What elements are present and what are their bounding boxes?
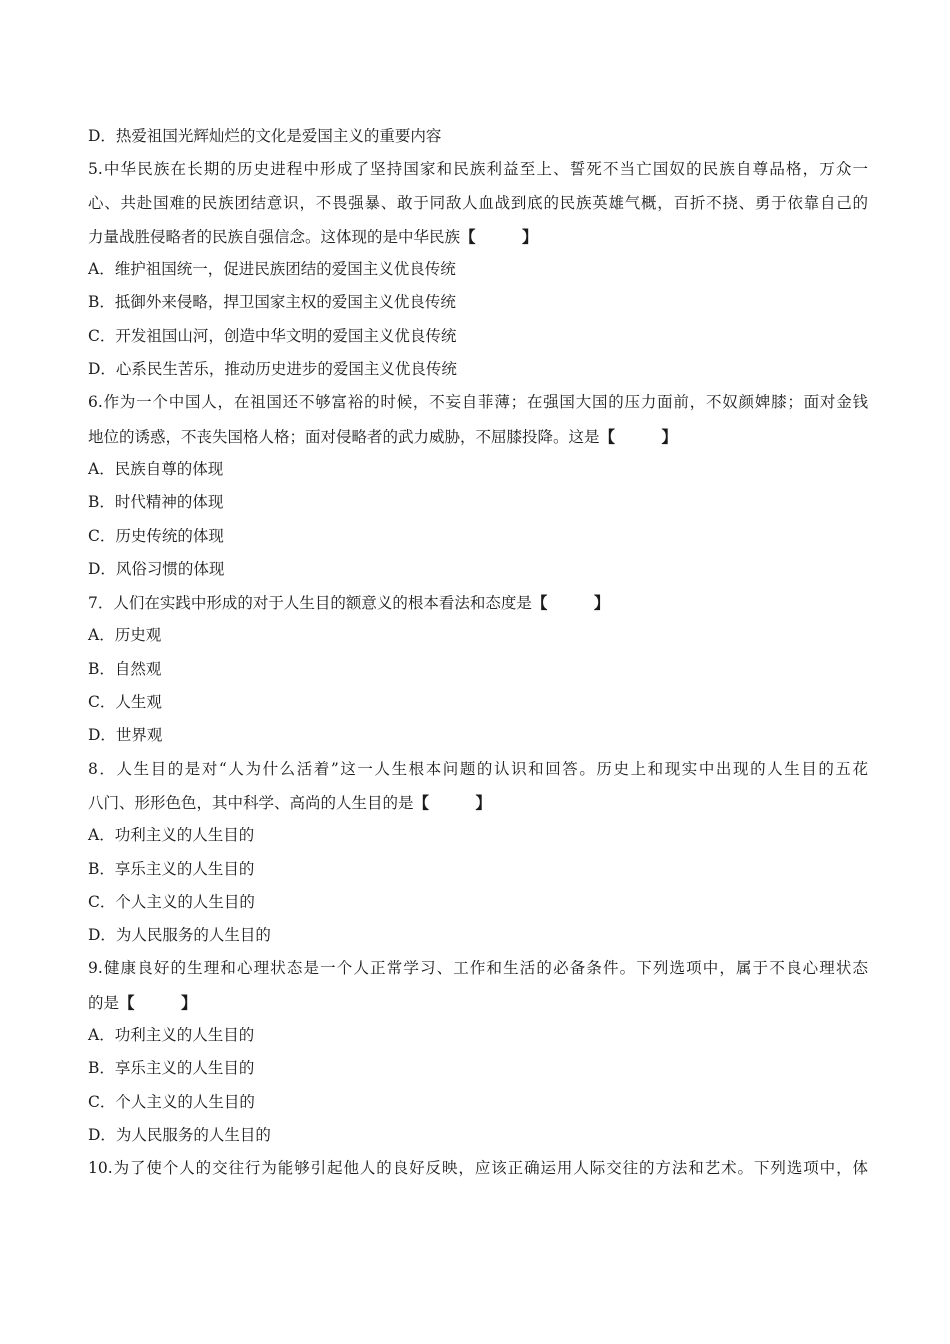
- option-line: A．民族自尊的体现: [88, 459, 224, 478]
- question-8-stem-line: 8．人生目的是对“人为什么活着”这一人生根本问题的认识和回答。历史上和现实中出现的人生目的五花: [88, 759, 868, 778]
- option-line: C．开发祖国山河，创造中华文明的爱国主义优良传统: [88, 326, 457, 345]
- answer-bracket: 【 】: [413, 792, 492, 812]
- option-line: B．享乐主义的人生目的: [88, 859, 255, 878]
- document-page: [88, 120, 868, 1186]
- option-line: A．功利主义的人生目的: [88, 826, 255, 845]
- option-line: A．功利主义的人生目的: [88, 1026, 255, 1045]
- option-line: D．为人民服务的人生目的: [88, 926, 271, 945]
- question-6-stem-line: 地位的诱惑，不丧失国格人格；面对侵略者的武力威胁，不屈膝投降。这是【 】: [88, 426, 678, 446]
- question-9-stem-line: 的是【 】: [88, 992, 197, 1012]
- option-line: C．历史传统的体现: [88, 526, 224, 545]
- answer-bracket: 【 】: [119, 992, 197, 1012]
- question-6-stem-line: 6.作为一个中国人，在祖国还不够富裕的时候，不妄自菲薄；在强国大国的压力面前，不奴颜婢膝；面对金钱: [88, 393, 868, 412]
- answer-bracket: 【 】: [531, 593, 610, 613]
- answer-bracket: 【 】: [460, 226, 538, 246]
- answer-bracket: 【 】: [599, 426, 678, 446]
- question-5-stem-line: 心、共赴国难的民族团结意识，不畏强暴、敢于同敌人血战到底的民族英雄气概，百折不挠、勇于依靠自己的: [88, 193, 868, 212]
- option-line: A．历史观: [88, 626, 162, 645]
- option-line: B．抵御外来侵略，捍卫国家主权的爱国主义优良传统: [88, 293, 456, 312]
- option-line: D．风俗习惯的体现: [88, 559, 225, 578]
- option-line: D．心系民生苦乐，推动历史进步的爱国主义优良传统: [88, 360, 457, 379]
- option-line: C．人生观: [88, 693, 162, 712]
- option-line: D．世界观: [88, 726, 163, 745]
- question-10-stem-line: 10.为了使个人的交往行为能够引起他人的良好反映，应该正确运用人际交往的方法和艺术。下列选项中，体: [88, 1159, 868, 1178]
- question-5-stem-line: 5.中华民族在长期的历史进程中形成了坚持国家和民族利益至上、誓死不当亡国奴的民族自尊品格，万众一: [88, 160, 868, 179]
- option-line: A．维护祖国统一，促进民族团结的爱国主义优良传统: [88, 260, 456, 279]
- question-9-stem-line: 9.健康良好的生理和心理状态是一个人正常学习、工作和生活的必备条件。下列选项中，属于不良心理状态: [88, 959, 868, 978]
- option-line: B．享乐主义的人生目的: [88, 1059, 255, 1078]
- question-8-stem-line: 八门、形形色色，其中科学、高尚的人生目的是【 】: [88, 792, 492, 812]
- option-line: B．自然观: [88, 659, 162, 678]
- option-line: D．为人民服务的人生目的: [88, 1125, 271, 1144]
- option-line: C．个人主义的人生目的: [88, 892, 255, 911]
- question-7-stem-line: 7．人们在实践中形成的对于人生目的额意义的根本看法和态度是【 】: [88, 593, 610, 613]
- option-line: D．热爱祖国光辉灿烂的文化是爱国主义的重要内容: [88, 127, 442, 145]
- option-line: B．时代精神的体现: [88, 493, 224, 512]
- question-5-stem-line: 力量战胜侵略者的民族自强信念。这体现的是中华民族【 】: [88, 226, 538, 246]
- option-line: C．个人主义的人生目的: [88, 1092, 255, 1111]
